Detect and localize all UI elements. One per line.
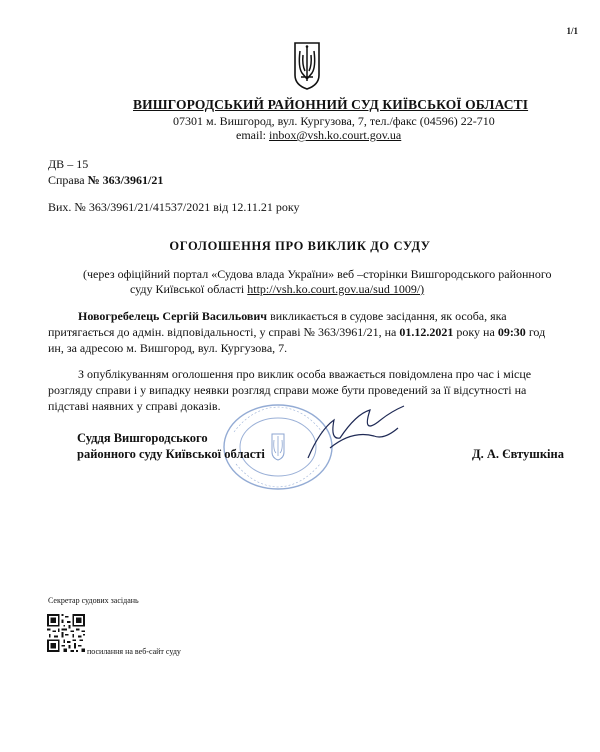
court-email-line bbox=[236, 128, 401, 143]
via-text: суду Київської області bbox=[130, 282, 248, 296]
body-line-6: підставі наявних у справі доказів. bbox=[48, 399, 221, 413]
court-address: 07301 м. Вишгород, вул. Кургузова, 7, тел./факс (04596) 22-710 bbox=[173, 114, 495, 128]
qr-code[interactable] bbox=[47, 614, 85, 652]
summons-text-c: року на bbox=[453, 325, 498, 339]
judge-name: Д. А. Євтушкіна bbox=[472, 447, 564, 461]
body-line-3: ин, за адресою м. Вишгород, вул. Кургузова, 7. bbox=[48, 341, 288, 355]
summons-text-d: год bbox=[525, 325, 546, 339]
via-line-2 bbox=[130, 282, 424, 297]
court-name: ВИШГОРОДСЬКИЙ РАЙОННИЙ СУД КИЇВСЬКОЇ ОБЛАСТІ bbox=[133, 97, 529, 112]
summons-text-a: викликається в судове засідання, як особа, яка bbox=[267, 309, 507, 323]
judge-signature bbox=[300, 400, 410, 470]
via-line-1: (через офіційний портал «Судова влада України» веб –сторінки Вишгородського районного bbox=[83, 267, 552, 281]
secretary-label: Секретар судових засідань bbox=[48, 596, 139, 605]
email-prefix: email: bbox=[236, 128, 269, 142]
outgoing-number: Вих. № 363/3961/21/41537/2021 від 12.11.21 року bbox=[48, 200, 300, 214]
trident-icon bbox=[293, 41, 321, 91]
page-number: 1/1 bbox=[566, 26, 578, 36]
judge-role-line-1: Суддя Вишгородського bbox=[77, 431, 208, 445]
hearing-time: 09:30 bbox=[497, 325, 526, 339]
body-line-5: розгляду справи і у випадку неявки розгляд справи може бути проведений за її відсутності на bbox=[48, 383, 527, 397]
body-line-4: З опублікуванням оголошення про виклик особа вважається повідомлена про час і місце bbox=[78, 367, 532, 381]
body-line-1 bbox=[78, 309, 507, 324]
case-prefix: Справа bbox=[48, 173, 88, 187]
qr-caption: посилання на веб-сайт суду bbox=[87, 647, 181, 656]
notice-title: ОГОЛОШЕННЯ ПРО ВИКЛИК ДО СУДУ bbox=[169, 239, 431, 253]
court-website-link[interactable]: http://vsh.ko.court.gov.ua/sud 1009/) bbox=[247, 282, 425, 296]
summons-text-b: притягається до адмін. відповідальності, у справі № 363/3961/21, на bbox=[48, 325, 400, 339]
dv-number: ДВ – 15 bbox=[48, 157, 89, 171]
hearing-date: 01.12.2021 bbox=[399, 325, 454, 339]
case-number: № 363/3961/21 bbox=[87, 173, 164, 187]
body-line-2 bbox=[48, 325, 545, 340]
person-name: Новогребелець Сергій Васильович bbox=[78, 309, 268, 323]
case-line bbox=[48, 173, 163, 188]
judge-role-line-2: районного суду Київської області bbox=[77, 447, 265, 461]
email-link[interactable]: inbox@vsh.ko.court.gov.ua bbox=[269, 128, 402, 142]
